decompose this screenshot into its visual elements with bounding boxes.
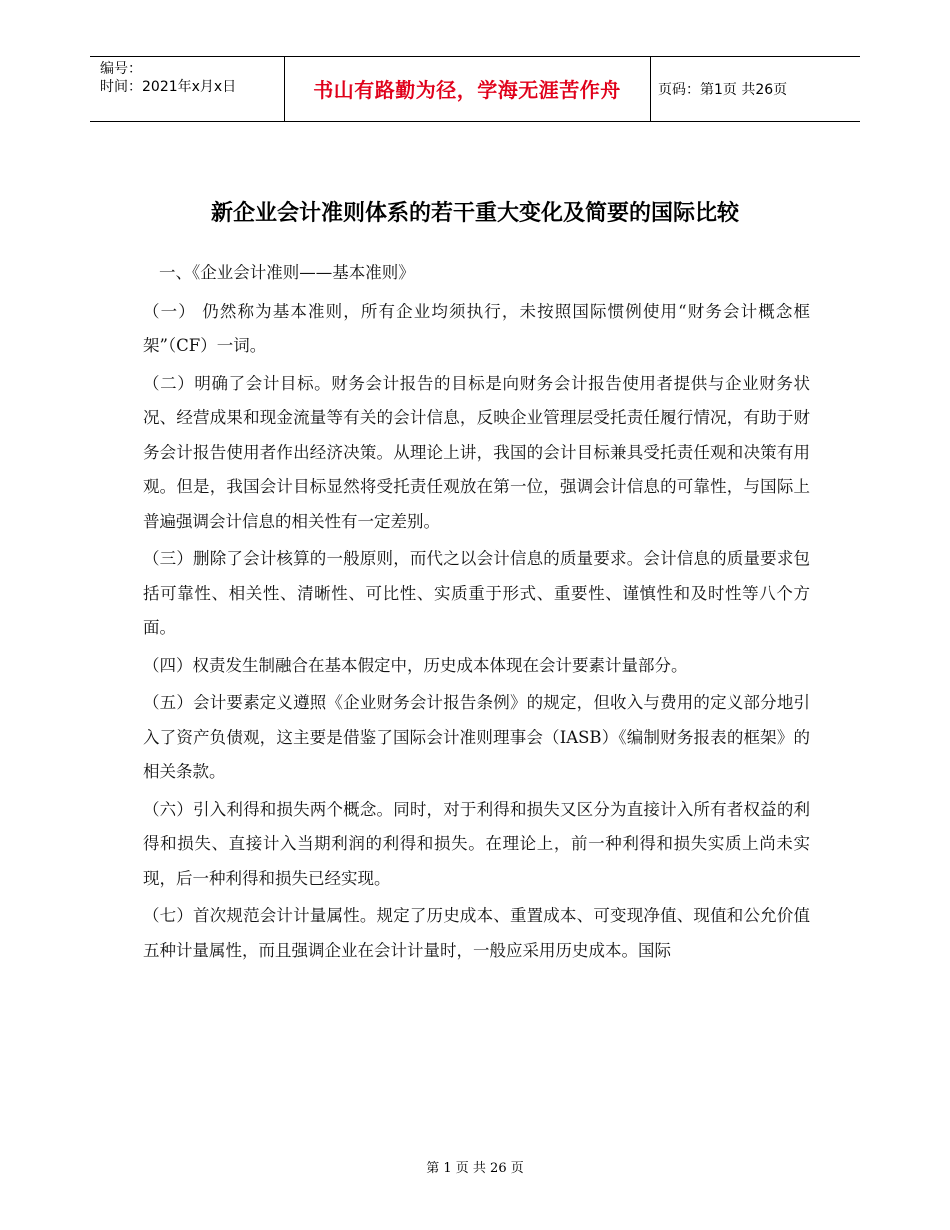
header-divider-right	[650, 56, 651, 121]
paragraph-5: （五）会计要素定义遵照《企业财务会计报告条例》的规定，但收入与费用的定义部分地引入了资产负债观，这主要是借鉴了国际会计准则理事会（IASB）《编制财务报表的框架》的相关条款。	[143, 693, 810, 781]
header-bottom-rule	[90, 121, 860, 122]
paragraph-3: （三）删除了会计核算的一般原则，而代之以会计信息的质量要求。会计信息的质量要求包括可靠性、相关性、清晰性、可比性、实质重于形式、重要性、谨慎性和及时性等八个方面。	[143, 549, 810, 637]
paragraph-1: （一） 仍然称为基本准则，所有企业均须执行，未按照国际惯例使用“财务会计概念框架”（CF）一词。	[143, 301, 810, 355]
page-footer: 第 1 页 共 26 页	[426, 1161, 524, 1176]
header-motto: 书山有路勤为径，学海无涯苦作舟	[313, 78, 621, 102]
document-body	[143, 256, 810, 968]
time-label: 时间：2021年x月x日	[100, 79, 237, 95]
paragraph-6: （六）引入利得和损失两个概念。同时，对于利得和损失又区分为直接计入所有者权益的利得和损失、直接计入当期利润的利得和损失。在理论上，前一种利得和损失实质上尚未实现，后一种利得和损失已经实现。	[143, 799, 810, 888]
header-left-block	[100, 60, 236, 96]
document-title: 新企业会计准则体系的若干重大变化及简要的国际比较	[210, 201, 739, 226]
serial-label: 编号：	[100, 61, 142, 77]
header-page-info: 页码：第1页 共26页	[658, 81, 788, 98]
paragraph-2: （二）明确了会计目标。财务会计报告的目标是向财务会计报告使用者提供与企业财务状况、经营成果和现金流量等有关的会计信息，反映企业管理层受托责任履行情况，有助于财务会计报告使用者作出经济决策。从理论上讲，我国的会计目标兼具受托责任观和决策有用观。但是，我国会计目标显然将受托责任观放在第一位，强调会计信息的可靠性，与国际上普遍强调会计信息的相关性有一定差别。	[143, 373, 810, 531]
section-heading: 一、《企业会计准则——基本准则》	[159, 263, 415, 282]
paragraph-7: （七）首次规范会计计量属性。规定了历史成本、重置成本、可变现净值、现值和公允价值五种计量属性，而且强调企业在会计计量时，一般应采用历史成本。国际	[143, 906, 810, 960]
paragraph-4: （四）权责发生制融合在基本假定中，历史成本体现在会计要素计量部分。	[143, 655, 688, 675]
